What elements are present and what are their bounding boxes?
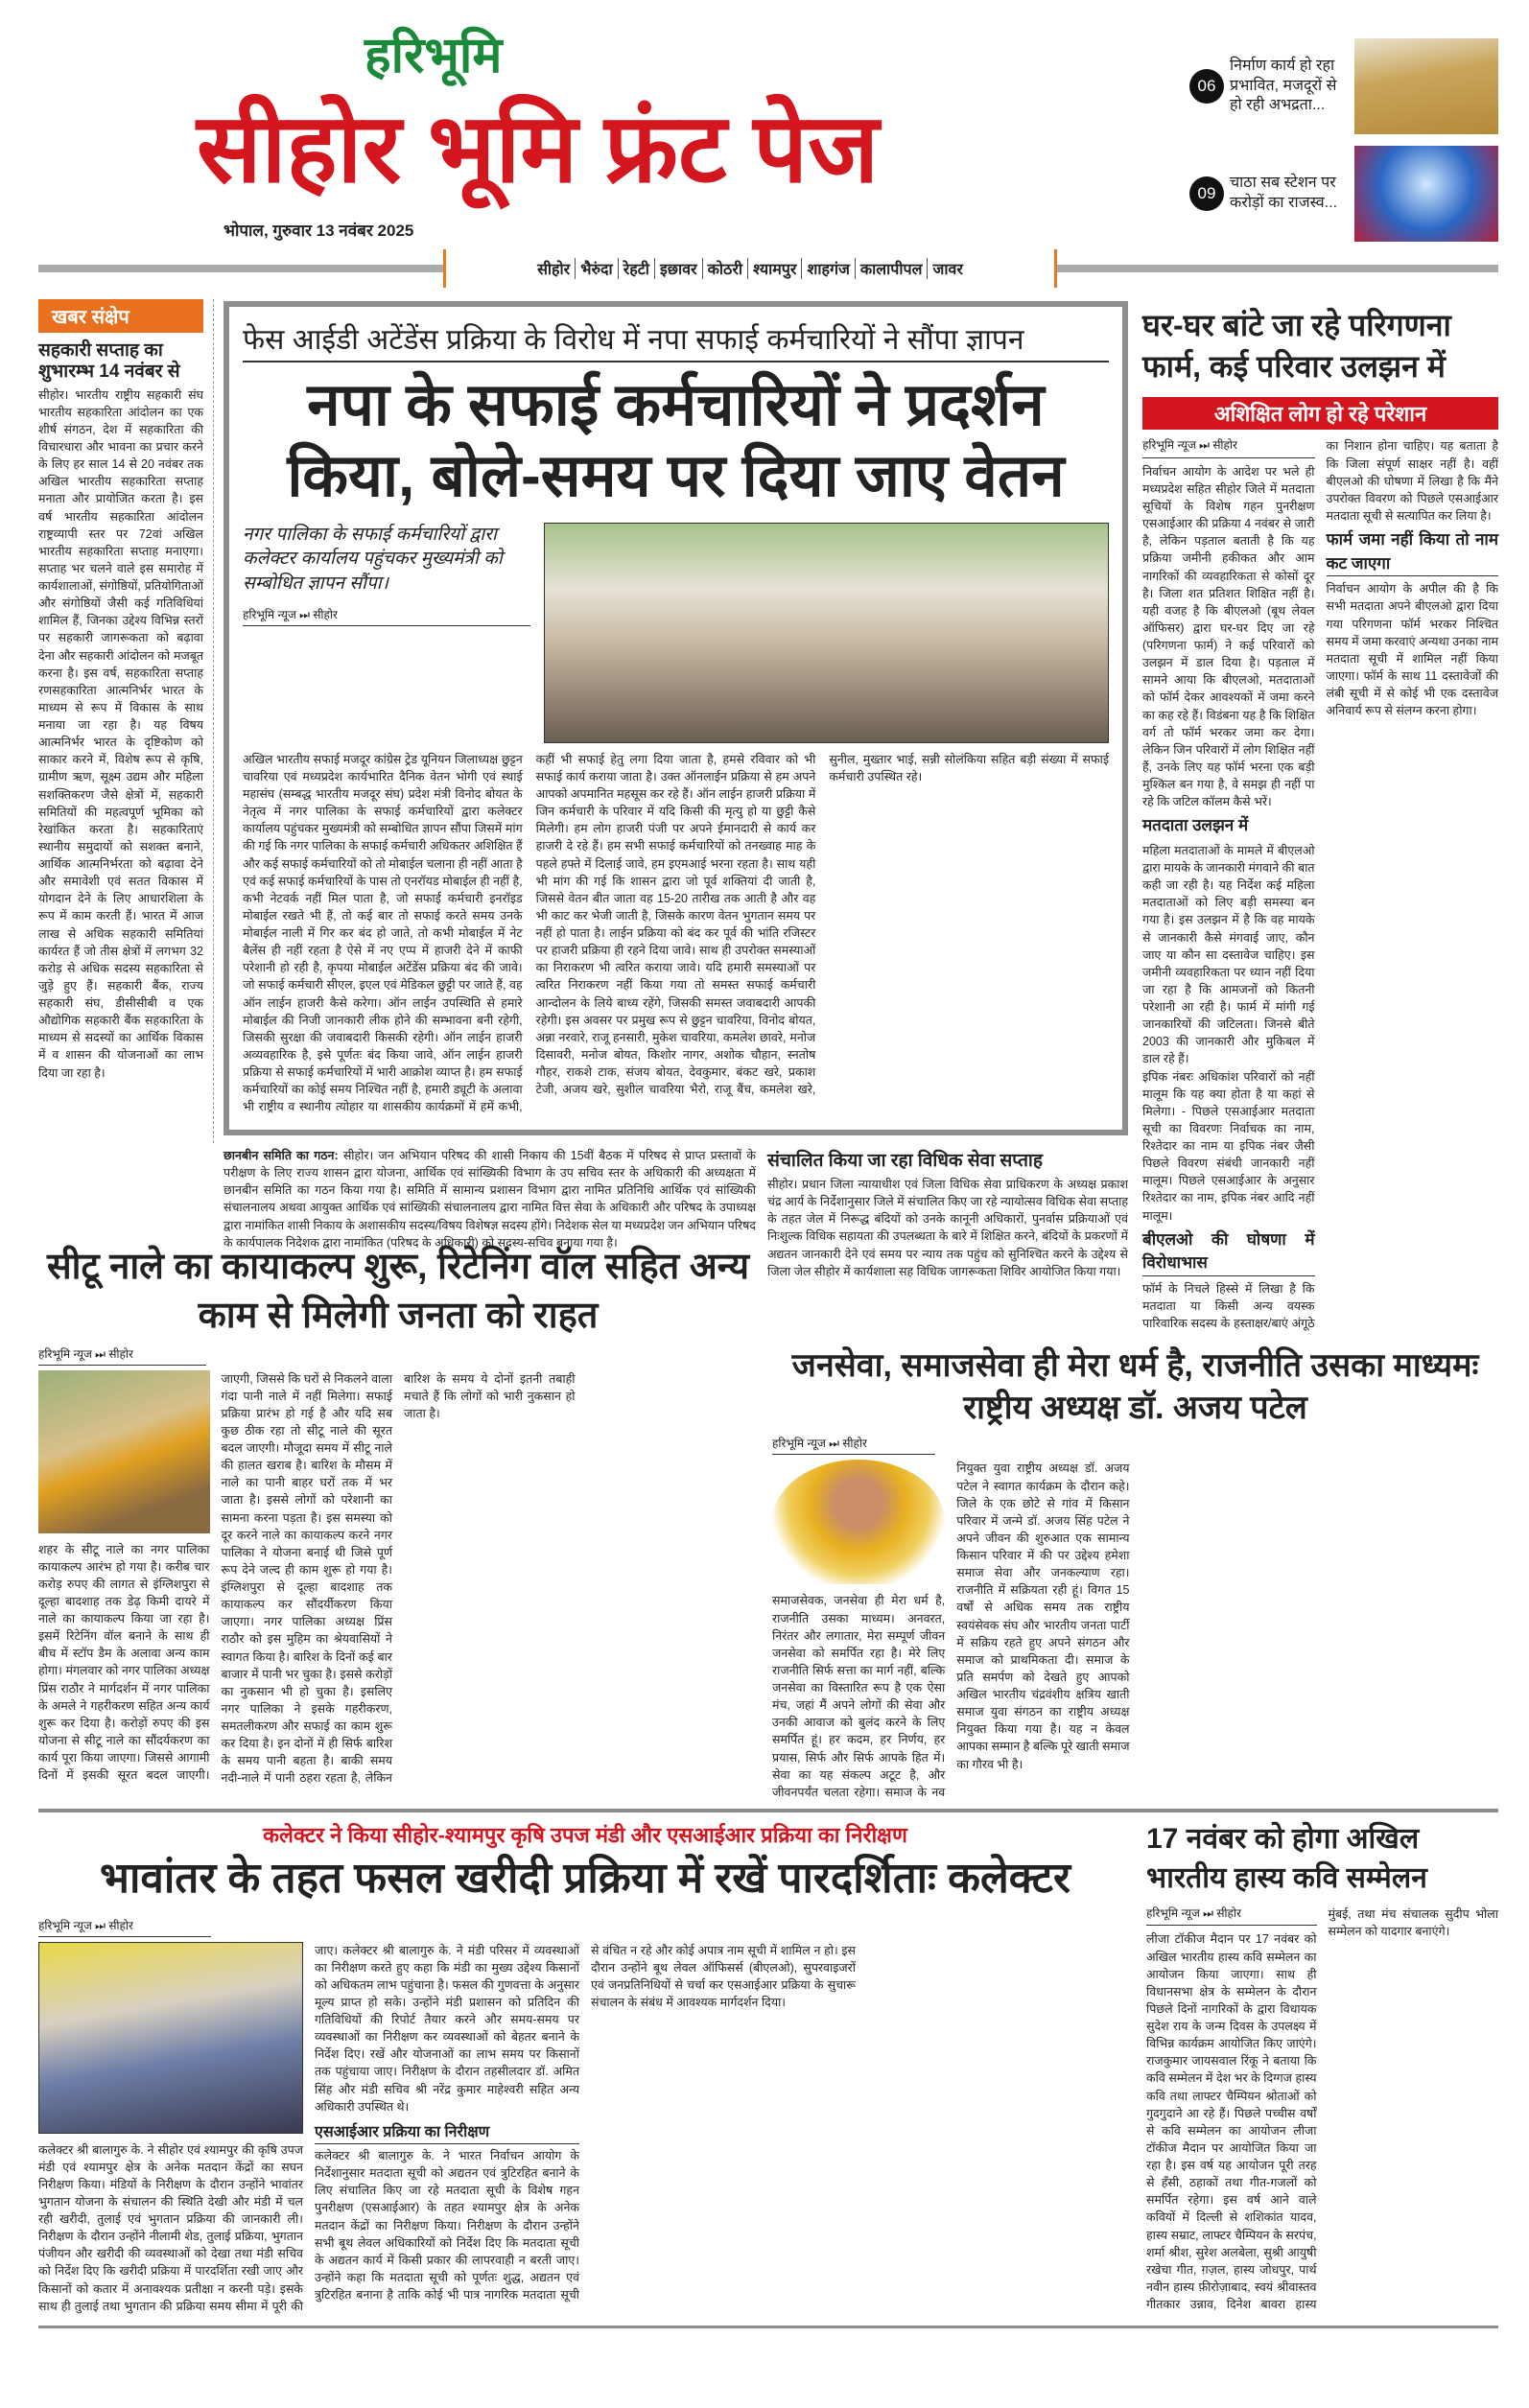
committee-brief bbox=[223, 1147, 756, 1250]
page-bottom-rule bbox=[38, 2326, 1498, 2328]
teaser-page-09[interactable] bbox=[1189, 146, 1498, 242]
page-number-badge: 06 bbox=[1189, 69, 1224, 104]
nala-body-text: शहर के सीटू नाले का नगर पालिका कायाकल्प आरंभ हो गया है। करीब चार करोड़ रुपए की लागत से इंग्लिशपुरा से दूल्हा बादशाह तक डेढ़ किमी दायरे में नाले का कायाकल्प किया जा रहा है। इसमें रिटेनिंग वॉल बनाने के साथ ही बीच में स्टॉप डैम के अलावा अन्य काम होगा। मंगलवार को नगर पालिका अध्यक्ष प्रिंस राठौर ने मार्गदर्शन में नगर पालिका के अमले ने गहरीकरण सहित अन्य कार्य शुरू कर दिया है। करोड़ों रुपए की इस योजना से सीटू नाले का सौंदर्यकरण का कार्य पूरा किया जाएगा। जिससे आगामी दिनों में इसकी सूरत बदल जाएगी। जाएगी, जिससे कि घरों से निकलने वाला गंदा पानी नाले में नहीं मिलेगा। सफाई प्रक्रिया प्रारंभ हो गई है और यदि सब कुछ ठीक रहा तो सीटू नाले की सूरत बदल जाएगी। मौजूदा समय में सीटू नाले की हालत खराब है। बारिश के मौसम में नाले का पानी बाहर घरों तक में भर जाता है। इससे लोगों को परेशानी का सामना करना पड़ता है। इस समस्या को दूर करने नाले का कायाकल्प करने नगर पालिका ने योजना बनाई थी जिसे पूर्ण रूप देने जल्द ही काम शुरू हो गया है। इंग्लिशपुरा से दूल्हा बादशाह तक कायाकल्प कर सौंदर्यीकरण किया जाएगा। नगर पालिका अध्यक्ष प्रिंस राठौर को इस मुहिम का श्रेयवासियों ने स्वागत किया है। बारिश के दिनों कई बार बाजार में पानी भर चुका है। इससे करोड़ों का नुकसान भी हो चुका है। इसलिए नगर पालिका ने इसके गहरीकरण, समतलीकरण और सफाई का काम शुरू कर दिया है। इन दोनों में ही सिर्फ बारिश के समय पानी बहता है। बाकी समय नदी-नाले में पानी ठहरा रहता है, लेकिन बारिश के समय ये दोनों इतनी तबाही मचाते हैं कि लोगों को भारी नुकसान हो जाता है। bbox=[38, 1371, 576, 1786]
lead-kicker: फेस आईडी अटेंडेंस प्रक्रिया के विरोध में नपा सफाई कर्मचारियों ने सौंपा ज्ञापन bbox=[243, 318, 1109, 362]
teaser-image-grain bbox=[1354, 38, 1498, 134]
lead-byline: हरिभूमि न्यूज ⏭ सीहोर bbox=[243, 606, 530, 626]
nav-city[interactable]: जावर bbox=[932, 262, 963, 278]
census-para: महिला मतदाताओं के मामले में बीएलओ द्वारा मायके के जानकारी मंगवाने की बात कही जा रही है। यह निर्देश कई महिला मतदाताओं को लिए बड़ी समस्या बन गया है। इस उलझन में है कि वह मायके से जानकारी कैसे मंगवाई जाए, कौन जाए या कौन सा दस्तावेज चाहिए। इस जमीनी व्यवहारिकता पर ध्यान नहीं दिया जा रहा है कि आमजनों को कितनी परेशानी आ रही है। फार्म में मांगी गई जानकारियों की जटिलता। जिनसे बीते 2003 की जानकारी और मुकिबल में डाल रहे हैं। bbox=[1142, 843, 1315, 1066]
nala-byline: हरिभूमि न्यूज ⏭ सीहोर bbox=[38, 1345, 206, 1366]
patel-body bbox=[772, 1460, 1498, 1801]
mandi-headline: भावांतर के तहत फसल खरीदी प्रक्रिया में रखें पारदर्शिताः कलेक्टर bbox=[100, 1855, 1070, 1902]
legal-body: सीहोर। प्रधान जिला न्यायाधीश एवं जिला विधिक सेवा प्राधिकरण के अध्यक्ष प्रकाश चंद्र आर्य के निर्देशानुसार जिले में संचालित किए जा रहे न्यायोत्सव विधिक सेवा सप्ताह के तहत जेल में निरूद्ध बंदियों को उनके कानूनी अधिकारों, पुनर्वास प्रक्रियाओं एवं निःशुल्क विधिक सहायता की उपलब्धता के बारे में शिक्षित करने, बंदियों के प्रकरणों में अद्यतन जानकारी देने एवं समय पर न्याय तक पहुंच को सुनिश्चित करने के उद्देश्य से जिला जेल सीहोर में कार्यशाला सह विधिक जागरूकता शिविर आयोजित किया गया। bbox=[767, 1178, 1128, 1278]
edition-date: भोपाल, गुरुवार 13 नवंबर 2025 bbox=[223, 222, 414, 240]
mandi-body-text: कलेक्टर श्री बालागुरु के. ने सीहोर एवं श्यामपुर की कृषि उपज मंडी एवं श्यामपुर क्षेत्र के अनेक मतदान केंद्रों का सघन निरीक्षण किया। मंडियों के निरीक्षण के दौरान उन्होंने भावांतर भुगतान योजना के संचालन की स्थिति देखी और मंडी में चल रही खरीदी, तुलाई एवं भुगतान प्रक्रिया की जानकारी ली। निरीक्षण के दौरान उन्होंने नीलामी शेड, तुलाई प्रक्रिया, भुगतान पंजीयन और खरीदी की व्यवस्थाओं को देखा तथा मंडी सचिव को निर्देश दिए कि खरीदी प्रक्रिया में पारदर्शिता रखी जाए और किसानों को कतार में अनावश्यक प्रतीक्षा न करनी पड़े। इसके साथ ही तुलाई तथा भुगतान की प्रक्रिया समय सीमा में पूरी की जाए। कलेक्टर श्री बालागुरु के. ने मंडी परिसर में व्यवस्थाओं का निरीक्षण करते हुए कहा कि मंडी का मुख्य उद्देश्य किसानों को अधिकतम लाभ पहुंचाना है। फसल की गुणवत्ता के अनुसार मूल्य प्राप्त हो सके। उन्होंने मंडी प्रशासन को प्रतिदिन की गतिविधियों की रिपोर्ट तैयार करने और समय-समय पर व्यवस्थाओं का निरीक्षण कर व्यवस्थाओं को बेहतर बनाने के निर्देश दिए। रखें और योजनाओं का लाभ समय पर किसानों तक पहुंचाया जाए। निरीक्षण के दौरान तहसीलदार डॉ. अमित सिंह और मंडी सचिव श्री नरेंद्र कुमार माहेश्वरी सहित अन्य अधिकारी उपस्थित थे। bbox=[38, 1943, 579, 2313]
teaser-image-power-tower bbox=[1354, 146, 1498, 242]
nav-city[interactable]: कालापीपल bbox=[856, 258, 929, 279]
kavi-body-text: लीजा टॉकीज मैदान पर 17 नवंबर को अखिल भारतीय हास्य कवि सम्मेलन का आयोजन किया जाएगा। साथ ही विधानसभा क्षेत्र के सम्मेलन के दौरान पिछले दिनों नागरिकों के द्वारा विधायक सुदेश राय के जन्म दिवस के उपलक्ष्य में विभिन्न कार्यक्रम आयोजित किए जाएंगे। राजकुमार जायसवाल रिंकू ने बताया कि कवि सम्मेलन में देश भर के दिग्गज हास्य कवि तथा लाफ्टर चैम्पियन श्रोताओं को गुदगुदाने आ रहे हैं। पिछले पच्चीस वर्षों से कवि सम्मेलन का आयोजन लीजा टॉकीज मैदान पर आयोजित किया जा रहा है। इस वर्ष यह आयोजन पूरी तरह से हँसी, ठहाकों तथा गीत-गजलों को समर्पित रहेगा। इस वर्ष आने वाले कवियों में दिल्ली से शशिकांत यादव, हास्य सम्राट, लाफ्टर चैम्पियन के सरपंच, शर्मा श्रीश, सुरेश अलबेला, सुश्री आयुषी रखेचा गीत, ग़ज़ल, हास्य जोधपुर, पार्थ नवीन हास्य फ़ीरोज़ाबाद, स्वयं श्रीवास्तव गीतकार उन्नाव, दिनेश बावरा हास्य मुंबई, तथा मंच संचालक सुदीप भोला सम्मेलन को यादगार बनाएंगे। bbox=[1146, 1907, 1498, 2312]
census-strap: अशिक्षित लोग हो रहे परेशान bbox=[1142, 397, 1498, 430]
patel-body-text: समाजसेवक, जनसेवा ही मेरा धर्म है, राजनीति उसका माध्यम। अनवरत, निरंतर और लगातार, मेरा सम्पूर्ण जीवन जनसेवा को समर्पित रहा है। मेरे लिए राजनीति सिर्फ सत्ता का मार्ग नहीं, बल्कि जनसेवा का विस्तारित रूप है एक ऐसा मंच, जहां मैं अपने लोगों की सेवा और उनकी आवाज को बुलंद करने के लिए समर्पित हूं। हर कदम, हर निर्णय, हर प्रयास, सिर्फ और सिर्फ आपके हित में। सेवा का यह संकल्प अटूट है, और जीवनपर्यंत चलता रहेगा। समाज के नव नियुक्त युवा राष्ट्रीय अध्यक्ष डॉ. अजय पटेल ने स्वागत कार्यक्रम के दौरान कहे। जिले के एक छोटे से गांव में किसान परिवार में जन्मे डॉ. अजय सिंह पटेल ने अपने जीवन की शुरुआत एक सामान्य किसान परिवार में की पर उद्देश्य हमेशा समाज सेवा और जनकल्याण रहा। राजनीति में सक्रियता रही हूं। विगत 15 वर्षों से अधिक समय तक राष्ट्रीय स्वयंसेवक संघ और भारतीय जनता पार्टी में सक्रिय रहते हुए अपने संगठन और समाज को प्राथमिकता दी। समाज के प्रति समर्पण को देखते हुए आपको अखिल भारतीय चंद्रवंशीय क्षत्रिय खाती समाज युवा संगठन का राष्ट्रीय अध्यक्ष नियुक्त किया गया है। यह न केवल आपका सम्मान है बल्कि पूरे खाती समाज का गौरव भी है। bbox=[772, 1461, 1130, 1799]
nala-body bbox=[38, 1370, 758, 1801]
news-brief bbox=[38, 299, 203, 1220]
legal-week-story bbox=[767, 1147, 1128, 1335]
portrait-photo bbox=[772, 1460, 945, 1584]
kavi-body bbox=[1146, 1905, 1498, 2319]
mandi-subhead: एसआईआर प्रक्रिया का निरीक्षण bbox=[315, 2121, 579, 2144]
mandi-kicker: कलेक्टर ने किया सीहोर-श्यामपुर कृषि उपज मंडी और एसआईआर प्रक्रिया का निरीक्षण bbox=[263, 1823, 907, 1847]
committee-title: छानबीन समिति का गठन: bbox=[223, 1149, 339, 1162]
mandi-byline: हरिभूमि न्यूज ⏭ सीहोर bbox=[38, 1917, 211, 1937]
patel-story bbox=[772, 1344, 1498, 1801]
kavi-headline: 17 नवंबर को होगा अखिल भारतीय हास्य कवि सम्मेलन bbox=[1146, 1823, 1427, 1894]
committee-body: सीहोर। जन अभियान परिषद की शासी निकाय की 15वीं बैठक में परिषद से प्राप्त प्रस्तावों के परीक्षण के लिए राज्य शासन द्वारा योजना, आर्थिक एवं सांख्यिकी विभाग के उप सचिव स्तर के अधिकारी की अध्यक्षता में छानबीन समिति का गठन किया गया है। समिति में सामान्य प्रशासन विभाग द्वारा नामित प्रतिनिधि आर्थिक एवं सांख्यिकी संचालनालय अथवा आयुक्त आर्थिक एवं सांख्यिकी संचालनालय द्वारा नामित वित्त सेवा के अधिकारी और परिषद के उपाध्यक्ष द्वारा नामांकित शासी निकाय के अशासकीय सदस्य/विषय विशेषज्ञ सदस्य होंगे। निदेशक सेल या मध्यप्रदेश जन अभियान परिषद के कार्यपालक निदेशक द्वारा नामांकित (परिषद के अधिकारी) को सदस्य-सचिव बनाया गया है। bbox=[223, 1149, 756, 1250]
census-subhead: मतदाता उलझन में bbox=[1142, 816, 1249, 835]
census-story bbox=[1142, 305, 1498, 1335]
brief-headline: सहकारी सप्ताह का शुभारम्भ 14 नवंबर से bbox=[38, 340, 180, 382]
census-subhead: बीएलओ की घोषणा में विरोधाभास bbox=[1142, 1228, 1315, 1276]
nav-city[interactable]: इछावर bbox=[655, 258, 703, 279]
brief-body: सीहोर। भारतीय राष्ट्रीय सहकारी संघ भारतीय सहकारिता आंदोलन का एक शीर्ष संगठन, देश में सहकारिता की विचारधारा और भावना का प्रचार करने के लिए हर साल 14 से 20 नवंबर तक अखिल भारतीय सहकारिता सप्ताह मनाता और प्रायोजित करता है। इस वर्ष भारतीय सहकारिता आंदोलन राष्ट्रव्यापी स्तर पर 72वां अखिल भारतीय सहकारिता सप्ताह मनाएगा। सप्ताह भर चलने वाले इस समारोह में कार्यशालाओं, संगोष्ठियों, प्रतियोगिताओं और संगोष्ठियों जैसी कई गतिविधियां शामिल हैं, जिनका उद्देश्य विभिन्न स्तरों पर सहकारी जागरूकता को बढ़ावा देना और सहकारी आंदोलन को मजबूत करना है। इस वर्ष, सहकारिता सप्ताह रणसहकारिता आत्मनिर्भर भारत के माध्यम से रूप में विकास के साथ मनाया जा रहा है। यह विषय आत्मनिर्भर भारत के दृष्टिकोण को साकार करने में, विशेष रूप से कृषि, ग्रामीण ऋण, सूक्ष्म उद्यम और महिला सशक्तिकरण जैसे क्षेत्रों में, सहकारी समितियों की महत्वपूर्ण भूमिका को रेखांकित करता है। सहकारिताएं स्थानीय समुदायों को सशक्त बनाने, आर्थिक आत्मनिर्भरता को बढ़ावा देने और समावेशी एवं सतत विकास में योगदान देने के लिए आधारशिला के रूप में काम करती हैं। भारत में आज लाख से अधिक सहकारी समितियां कार्यरत हैं जो तीस क्षेत्रों में लगभग 32 करोड़ से अधिक सदस्य सहकारिता से जुड़े हुए हैं। सहकारी बैंक, राज्य सहकारी संघ, डीसीसीबी व एक औद्योगिक सहकारी बैंक सहकारिता के माध्यम से सदस्यों का आर्थिक विकास में व शासन की योजनाओं का लाभ दिया जा रहा है। bbox=[38, 387, 203, 1080]
nav-city[interactable]: रेहटी bbox=[619, 258, 655, 279]
mandi-story bbox=[38, 1820, 1132, 2319]
protest-photo bbox=[544, 523, 1109, 743]
nav-city[interactable]: श्यामपुर bbox=[748, 258, 802, 279]
census-headline: घर-घर बांटे जा रहे परिगणना फार्म, कई परिवार उलझन में bbox=[1142, 308, 1451, 385]
nav-city[interactable]: सीहोर bbox=[532, 258, 576, 279]
section-divider bbox=[38, 1809, 1498, 1812]
census-para: इपिक नंबरः अधिकांश परिवारों को नहीं मालूम कि यह क्या होता है या कहां से मिलेगा। - पिछले एसआईआर मतदाता सूची का विवरणः निर्वाचक का नाम, रिश्तेदार का नाम या इपिक नंबर जैसी पिछले विवरण संबंधी जानकारी नहीं मालूम। पिछले एसआईआर के अनुसार रिश्तेदार का नाम, इपिक नंबर आदि नहीं मालूम। bbox=[1142, 1069, 1315, 1223]
nala-story bbox=[38, 1243, 758, 1801]
census-subhead: फार्म जमा नहीं किया तो नाम कट जाएगा bbox=[1327, 528, 1499, 576]
teaser-page-06[interactable] bbox=[1189, 38, 1498, 134]
nav-city[interactable]: शाहगंज bbox=[802, 258, 855, 279]
lead-deck: नगर पालिका के सफाई कर्मचारियों द्वारा कलेक्टर कार्यालय पहुंचकर मुख्यमंत्री को सम्बोधित ज्ञापन सौंपा। bbox=[243, 524, 503, 595]
mandi-body-text: कलेक्टर श्री बालागुरु के. ने भारत निर्वाचन आयोग के निर्देशानुसार मतदाता सूची को अद्यतन एवं त्रुटिरहित बनाने के लिए संचालित किए जा रहे मतदाता सूची के विशेष गहन पुनरीक्षण (एसआईआर) के तहत श्यामपुर क्षेत्र के अनेक मतदान केंद्रों का निरीक्षण किया। निरीक्षण के दौरान उन्होंने सभी बूथ लेवल अधिकारियों को निर्देश दिए कि मतदाता सूची के अद्यतन कार्य में किसी प्रकार की लापरवाही न बरती जाए। उन्होंने कहा कि मतदाता सूची को पूर्णतः शुद्ध, अद्यतन एवं त्रुटिरहित बनाना है ताकि कोई भी पात्र नागरिक मतदाता सूची से वंचित न रहे और कोई अपात्र नाम सूची में शामिल न हो। इस दौरान उन्होंने बूथ लेवल ऑफिसर्स (बीएलओ), सुपरवाइजरों एवं जनप्रतिनिधियों से चर्चा कर एसआईआर प्रक्रिया के सुचारू संचालन के संबंध में आवश्यक मार्गदर्शन दिया। bbox=[315, 1943, 856, 2303]
collector-inspection-photo bbox=[38, 1942, 303, 2134]
nav-city[interactable]: भैरुंदा bbox=[576, 258, 618, 279]
column-rule bbox=[213, 299, 214, 1143]
page-number-badge: 09 bbox=[1189, 176, 1224, 211]
nav-city[interactable]: कोठरी bbox=[703, 258, 748, 279]
mandi-body bbox=[38, 1942, 1132, 2319]
nala-headline: सीटू नाले का कायाकल्प शुरू, रिटेनिंग वॉल सहित अन्य काम से मिलेगी जनता को राहत bbox=[46, 1247, 749, 1337]
excavator-photo bbox=[38, 1370, 210, 1533]
census-body bbox=[1142, 437, 1498, 1335]
city-nav bbox=[443, 249, 1057, 288]
census-para: निर्वाचन आयोग के आदेश पर भले ही मध्यप्रदेश सहित सीहोर जिले में मतदाता सूचियों के विशेष गहन पुनरीक्षण एसआईआर की प्रक्रिया 4 नवंबर से जारी है, लेकिन पड़ताल बताती है कि यह प्रक्रिया जमीनी हकीकत और आम नागरिकों की व्यवहारिकता से कोसों दूर है। जिला शत प्रतिशत शिक्षित नहीं है। यही वजह है कि बीएलओ (बूथ लेवल ऑफिसर) द्वारा घर-घर दिए जा रहे (परिगणना फार्म) ने कई परिवारों को उलझन में डाल दिया है। पड़ताल में सामने आया कि बीएलओ, मतदाताओं को फॉर्म देकर आवश्यकों में जमा करने का कह रहे हैं। विडंबना यह है कि शिक्षित वर्ग तो फॉर्म भरकर जमा कर देगा। लेकिन जिन परिवारों में लोग शिक्षित नहीं हैं, उनके लिए यह फॉर्म भरना एक बड़ी मुश्किल बन गया है, वे समझ ही नहीं पा रहे कि जटिल कॉलम कैसे भरें। bbox=[1142, 464, 1315, 809]
lead-headline: नपा के सफाई कर्मचारियों ने प्रदर्शन किया, बोले-समय पर दिया जाए वेतन bbox=[287, 372, 1065, 510]
census-para: फॉर्म के निचले हिस्से में लिखा है कि मतदाता या किसी अन्य वयस्क पारिवारिक सदस्य के हस्ताक्षर/बाएं अंगूठे का निशान होना चाहिए। यह बताता है कि जिला संपूर्ण साक्षर नहीं है। वहीं बीएलओ की घोषणा में लिखा है कि मैंने उपरोक्त विवरण को पिछले एसआईआर मतदाता सूची से सत्यापित कर लिया है। bbox=[1142, 439, 1498, 1331]
brief-label: खबर संक्षेप bbox=[38, 299, 203, 333]
page-title: सीहोर भूमि फ्रंट पेज bbox=[197, 95, 880, 202]
kavi-sammelan-story bbox=[1146, 1820, 1498, 2319]
patel-headline: जनसेवा, समाजसेवा ही मेरा धर्म है, राजनीति उसका माध्यमः राष्ट्रीय अध्यक्ष डॉ. अजय पटेल bbox=[791, 1347, 1479, 1427]
teaser-text: चाठा सब स्टेशन पर करोड़ों का राजस्व... bbox=[1230, 175, 1338, 211]
brand-logo: हरिभूमि bbox=[365, 28, 503, 83]
lead-body bbox=[243, 751, 1109, 1118]
census-para: निर्वाचन आयोग के अपील की है कि सभी मतदाता अपने बीएलओ द्वारा दिया गया परिगणना फॉर्म भरकर निश्चित समय में जमा करवाएं अन्यथा उनका नाम मतदाता सूची में शामिल नहीं किया जाएगा। फॉर्म के साथ 11 दस्तावेजों की लंबी सूची में से कोई भी एक दस्तावेज अनिवार्य रूप से संलग्न करना होगा। bbox=[1326, 582, 1498, 718]
lead-intro bbox=[243, 523, 530, 743]
census-byline: हरिभूमि न्यूज ⏭ सीहोर bbox=[1142, 437, 1315, 457]
kavi-byline: हरिभूमि न्यूज ⏭ सीहोर bbox=[1146, 1905, 1317, 1926]
legal-headline: संचालित किया जा रहा विधिक सेवा सप्ताह bbox=[767, 1151, 1043, 1171]
patel-byline: हरिभूमि न्यूज ⏭ सीहोर bbox=[772, 1435, 935, 1455]
lead-body-text: अखिल भारतीय सफाई मजदूर कांग्रेस ट्रेड यूनियन जिलाध्यक्ष छुट्टन चावरिया एवं मध्यप्रदेश कार्यभारित दैनिक वेतन भोगी एवं स्थाई महासंघ (सम्बद्ध भारतीय मजदूर संघ) प्रदेश मंत्री विनोद बोयत के नेतृत्व में नगर पालिका के सफाई कर्मचारियों द्वारा कलेक्टर कार्यालय पहुंचकर मुख्यमंत्री को सम्बोधित ज्ञापन सौंपा जिसमें मांग की गई कि नगर पालिका के सफाई कर्मचारी अधिकतर अशिक्षित हैं और कई सफाई कर्मचारियों को तो मोबाईल चलाना ही नहीं आता है एवं कई सफाई कर्मचारियों के पास तो एनरॉयड मोबाईल ही नहीं है, कभी नेटवर्क नहीं मिल पाता है, जो सफाई कर्मचारी इनरॉइड मोबाईल रखते भी हैं, तो कई बार तो सफाई करते समय उनके मोबाईल नाली में गिर कर बंद हो जाते, तो कभी मोबाईल में नेट बैलेंस ही नहीं रहता है ऐसे में नए एप्प में हाजरी देने में काफी परेशानी हो रही है, कृपया मोबाईल अटेंडेंस प्रक्रिया बंद की जावे। जो सफाई कर्मचारी सीएल, इएल एवं मेडिकल छुट्टी पर जाते हैं, वह ऑन लाईन हाजरी कैसे करेगा। ऑन लाईन उपस्थिति से हमारे मोबाईल की निजी जानकारी लीक होने की सम्भावना बनी रहेगी, जिसकी सुरक्षा की जवाबदारी किसकी रहेगी। ऑन लाईन हाजरी अव्यवहारिक है, इसे पूर्णतः बंद किया जावे, ऑन लाईन हाजरी प्रक्रिया से सफाई कर्मचारियों में भारी आक्रोश व्याप्त है। हम सफाई कर्मचारियों का कोई समय निश्चित नहीं है, हमारी ड्यूटी के अलावा भी राष्ट्रीय व स्थानीय त्योहार या शासकीय कार्यक्रमों में हमें कभी, कहीं भी सफाई हेतु लगा दिया जाता है, हमसे रविवार को भी सफाई कार्य कराया जाता है। उक्त ऑनलाईन प्रक्रिया से हम अपने आपको अपमानित महसूस कर रहे हैं। ऑन लाईन हाजरी प्रक्रिया में जिन कर्मचारी के परिवार में यदि किसी की मृत्यु हो या छुट्टी कैसे मिलेगी। हम लोग हाजरी पंजी पर अपने ईमानदारी से कार्य कर हाजरी दे रहे हैं। हम सभी सफाई कर्मचारियों को तनख्वाह माह के पहले हफ्ते में दिलाई जावे, हम इएमआई भरना रहता है। साथ यही भी मांग की गई कि शासन द्वारा जो पूर्व शक्तियां दी जाती है, जिससे वेतन बीत जाता वह 15-20 तारीख तक आती है और वह भी काट कर भेजी जाती है, जिसके कारण वेतन भुगतान समय पर नहीं हो पाता है। लाईन प्रक्रिया को बंद कर पूर्व की भांति रजिस्टर पर हाजरी प्रक्रिया ही रहने दिया जावे। साथ ही उपरोक्त समस्याओं का निराकरण भी त्वरित कराया जावे। यदि हमारी समस्याओं पर त्वरित निराकरण नहीं किया गया तो समस्त सफाई कर्मचारी आन्दोलन के लिये बाध्य रहेंगे, जिसकी समस्त जवाबदारी आपकी रहेगी। इस अवसर पर प्रमुख रूप से छुट्टन चावरिया, विनोद बोयत, अन्ना नरवारे, राजू हनसारी, मुकेश चावरिया, कमलेश छावरे, मनोज दिसावरी, मनोज बोयत, किशोर नागर, अशोक चौहान, स्नतोष गौहर, राकशे टाक, संजय बोयत, देवकुमार, बंकट खरे, प्रकाश टेजी, अजय खरे, सुशील चावरिया भैरो, राजू बैंच, कमलेश खरे, सुनील, मुख्तार भाई, सन्नी सोलंकिया सहित बड़ी संख्या में सफाई कर्मचारी उपस्थित रहे। bbox=[243, 752, 1109, 1114]
teaser-text: निर्माण कार्य हो रहा प्रभावित, मजदूरों से हो रही अभद्रता... bbox=[1230, 57, 1337, 114]
lead-story bbox=[223, 301, 1128, 1135]
lead-intro-row bbox=[243, 523, 1109, 743]
